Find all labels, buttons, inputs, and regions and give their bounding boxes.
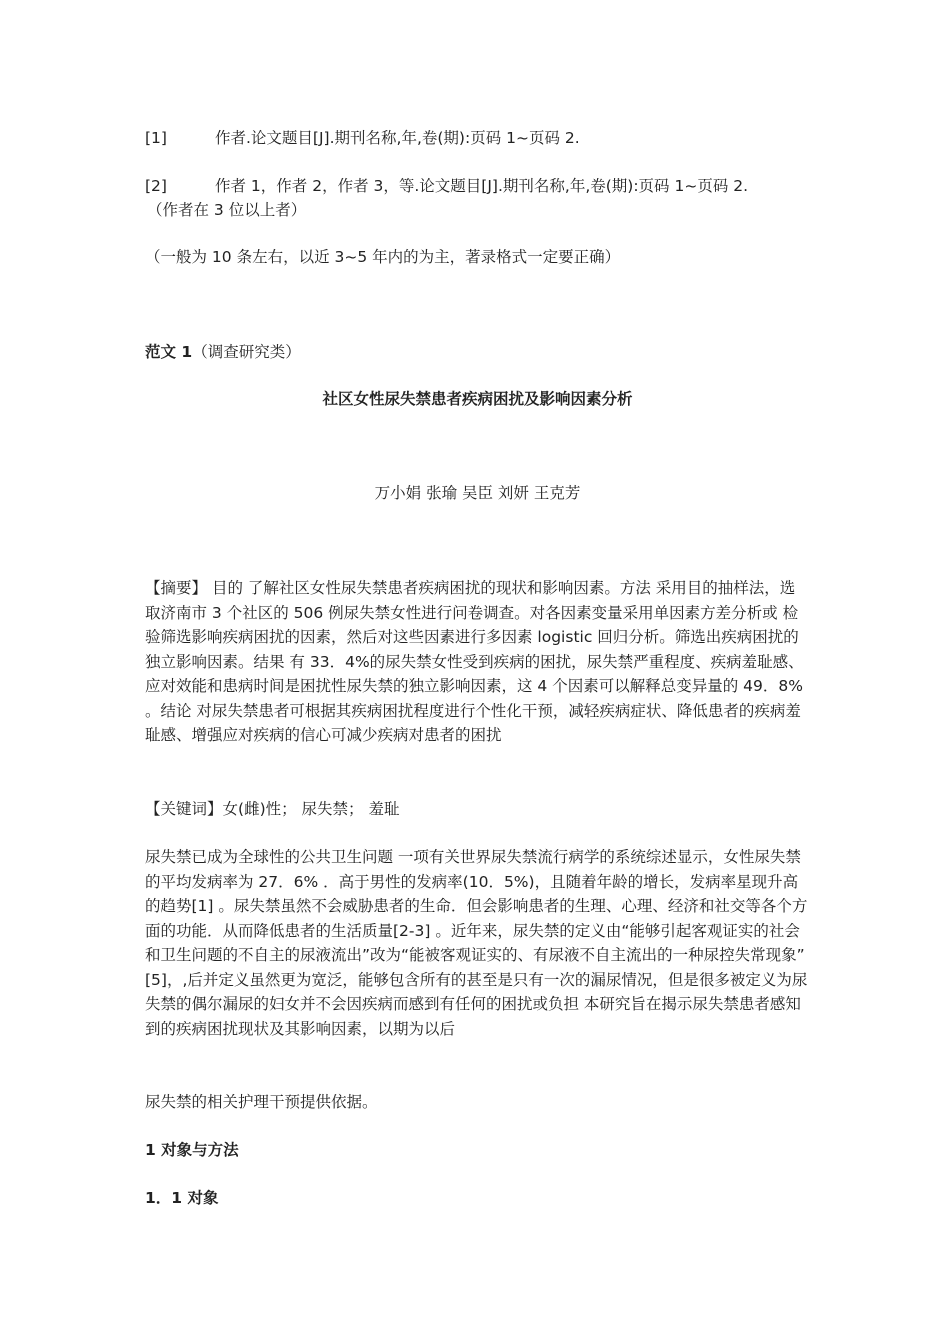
- keywords-text: 女(雌)性； 尿失禁； 羞耻: [222, 800, 400, 818]
- keywords-paragraph: [145, 797, 810, 822]
- article-title: 社区女性尿失禁患者疾病困扰及影响因素分析: [322, 390, 633, 408]
- keywords-label: 【关键词】: [145, 800, 223, 818]
- sample-type: （调查研究类）: [192, 343, 301, 361]
- reference-note: （一般为 10 条左右，以近 3~5 年内的为主，著录格式一定要正确）: [145, 248, 621, 266]
- reference-continuation: （作者在 3 位以上者）: [147, 201, 307, 219]
- subsection-heading: 1．1 对象: [145, 1189, 219, 1207]
- reference-2: [145, 174, 825, 222]
- sample-label: 范文 1: [145, 343, 193, 361]
- abstract-label: 【摘要】: [145, 579, 208, 597]
- reference-text: 作者.论文题目[J].期刊名称,年,卷(期):页码 1~页码 2.: [215, 129, 580, 147]
- intro-tail: 尿失禁的相关护理干预提供依据。: [145, 1093, 378, 1111]
- abstract-text: 目的 了解社区女性尿失禁患者疾病困扰的现状和影响因素。方法 采用目的抽样法，选取济南市 3 个社区的 506 例尿失禁女性进行问卷调查。对各因素变量采用单因素方差分析或 检验筛选影响疾病困扰的因素，然后对这些因素进行多因素 logistic 回归分析。筛选出疾病困扰的独立影响因素。结果 有 33．4%的尿失禁女性受到疾病的困扰，尿失禁严重程度、疾病羞耻感、应对效能和患病时间是困扰性尿失禁的独立影响因素，这 4 个因素可以解释总变异量的 49．8% 。结论 对尿失禁患者可根据其疾病困扰程度进行个性化干预，减轻疾病症状、降低患者的疾病羞耻感、增强应对疾病的信心可减少疾病对患者的困扰: [145, 579, 804, 744]
- reference-number: [2]: [145, 177, 167, 195]
- reference-number: [1]: [145, 129, 167, 147]
- reference-text: 作者 1，作者 2，作者 3，等.论文题目[J].期刊名称,年,卷(期):页码 1~页码 2.: [215, 177, 749, 195]
- sample-heading: [145, 340, 810, 365]
- article-authors: 万小娟 张瑜 吴臣 刘妍 王克芳: [374, 484, 581, 502]
- reference-1: [145, 126, 825, 150]
- section-heading: 1 对象与方法: [145, 1141, 239, 1159]
- intro-paragraph: 尿失禁已成为全球性的公共卫生问题 一项有关世界尿失禁流行病学的系统综述显示，女性尿失禁的平均发病率为 27．6% ．高于男性的发病率(10．5%)，且随着年龄的增长，发病率星现升高的趋势[1] 。尿失禁虽然不会威胁患者的生命．但会影响患者的生理、心理、经济和社交等各个方面的功能．从而降低患者的生活质量[2-3] 。近年来，尿失禁的定义由“能够引起客观证实的社会和卫生问题的不自主的尿液流出”改为“能被客观证实的、有尿液不自主流出的一种尿控失常现象” [5]，,后并定义虽然更为宽泛，能够包含所有的甚至是只有一次的漏尿情况，但是很多被定义为尿失禁的偶尔漏尿的妇女并不会因疾病而感到有任何的困扰或负担 本研究旨在揭示尿失禁患者感知到的疾病困扰现状及其影响因素，以期为以后: [145, 848, 808, 1038]
- abstract-paragraph: [145, 576, 810, 748]
